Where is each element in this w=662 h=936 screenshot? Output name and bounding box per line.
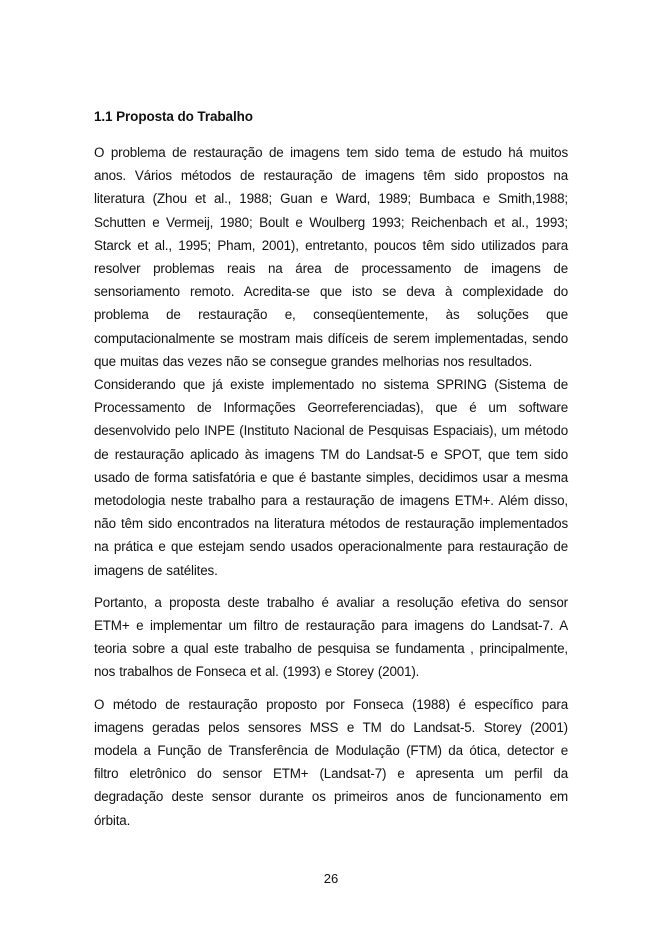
paragraph-proposal: Portanto, a proposta deste trabalho é avaliar a resolução efetiva do sensor ETM+ e implementar um filtro de restauração para imagens do Landsat-7. A teoria sobre a qual este trabalho de pesquisa se fundamenta , principalmente, nos trabalhos de Fonseca et al. (1993) e Storey (2001). — [94, 594, 568, 680]
page-number: 26 — [323, 871, 339, 886]
section-heading: 1.1 Proposta do Trabalho — [94, 109, 253, 124]
paragraph-spring-method: Considerando que já existe implementado no sistema SPRING (Sistema de Processamento de Informações Georreferenciadas), que é um software desenvolvido pelo INPE (Instituto Nacional de Pesquisas Espaciais), um método de restauração aplicado às imagens TM do Landsat-5 e SPOT, que tem sido usado de forma satisfatória e que é bastante simples, decidimos usar a mesma metodologia neste trabalho para a restauração de imagens ETM+. Além disso, não têm sido encontrados na literatura métodos de restauração implementados na prática e que estejam sendo usados operacionalmente para restauração de imagens de satélites. — [94, 377, 568, 578]
section-content — [94, 107, 568, 841]
paragraph-fonseca-storey: O método de restauração proposto por Fonseca (1988) é específico para imagens geradas pelos sensores MSS e TM do Landsat-5. Storey (2001) modela a Função de Transferência de Modulação (FTM) da ótica, detector e filtro eletrônico do sensor ETM+ (Landsat-7) e apresenta um perfil da degradação deste sensor durante os primeiros anos de funcionamento em órbita. — [94, 696, 568, 828]
paragraph-restoration-problem: O problema de restauração de imagens tem sido tema de estudo há muitos anos. Vários métodos de restauração de imagens têm sido propostos na literatura (Zhou et al., 1988; Guan e Ward, 1989; Bumbaca e Smith,1988; Schutten e Vermeij, 1980; Boult e Woulberg 1993; Reichenbach et al., 1993; Starck et al., 1995; Pham, 2001), entretanto, poucos têm sido utilizados para resolver problemas reais na área de processamento de imagens de sensoriamento remoto. Acredita-se que isto se deva à complexidade do problema de restauração e, conseqüentemente, às soluções que computacionalmente se mostram mais difíceis de serem implementadas, sendo que muitas das vezes não se consegue grandes melhorias nos resultados. — [94, 145, 568, 369]
